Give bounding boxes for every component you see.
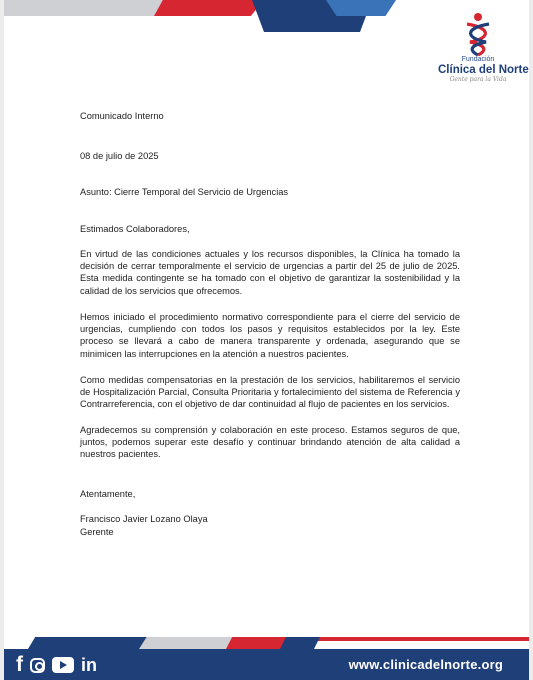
signer-title: Gerente <box>80 527 114 537</box>
logo-foundation-text: Fundación <box>461 56 495 63</box>
letter-date: 08 de julio de 2025 <box>80 151 159 161</box>
clinic-logo <box>438 12 529 102</box>
paragraph-1: En virtud de las condiciones actuales y los recursos disponibles, la Clínica ha tomado la decisión de cerrar temporalmente el servicio de urgencias a partir del 25 de julio de 2025. Esta medida contingente se ha tomado con el objetivo de garantizar la sostenibilidad y la calidad de los servicios que ofrecemos. <box>80 249 460 296</box>
footer-stripe-navy-1 <box>28 637 148 649</box>
paragraph-3: Como medidas compensatorias en la prestación de los servicios, habilitaremos el servicio de Hospitalización Parcial, Consulta Prioritaria y fortalecimiento del sistema de Referencia y Contrarreferencia, con el objetivo de dar continuidad al flujo de pacientes en los servicios. <box>80 375 460 410</box>
social-icons <box>16 653 97 677</box>
top-stripe-red <box>154 0 264 16</box>
footer-stripe-red <box>226 637 288 649</box>
paragraph-2: Hemos iniciado el procedimiento normativo correspondiente para el cierre del servicio de urgencias, cumpliendo con todos los pasos y requisitos establecidos por la ley. Este proceso se llevará a cabo de manera transparente y ordenada, asegurando que se minimicen las interrupciones en la atención a nuestros pacientes. <box>80 312 460 359</box>
website-link[interactable]: www.clinicadelnorte.org <box>348 657 503 672</box>
signer-name: Francisco Javier Lozano Olaya <box>80 514 208 524</box>
letter-subject: Asunto: Cierre Temporal del Servicio de Urgencias <box>80 187 289 197</box>
footer-red-line <box>316 637 529 641</box>
top-stripe-blue <box>326 0 396 16</box>
paragraph-4: Agradecemos su comprensión y colaboración en este proceso. Estamos seguros de que, juntos, podemos superar este desafío y continuar brindando atención de alta calidad a nuestros pacientes. <box>80 425 460 460</box>
linkedin-icon[interactable]: in <box>81 655 97 675</box>
footer-band <box>4 649 529 680</box>
clinic-logo-emblem-icon <box>461 12 495 56</box>
logo-tagline: Gente para la Vida <box>449 76 507 83</box>
footer-stripe-navy-2 <box>280 637 320 649</box>
instagram-icon[interactable] <box>30 658 45 673</box>
footer-stripe-gray <box>139 637 234 649</box>
letter-heading: Comunicado Interno <box>80 111 164 121</box>
facebook-icon[interactable]: f <box>16 653 23 676</box>
letter-page <box>4 0 529 680</box>
logo-clinic-name: Clínica del Norte <box>438 64 529 76</box>
letter-closing: Atentamente, <box>80 489 136 499</box>
youtube-icon[interactable] <box>52 657 74 673</box>
letter-greeting: Estimados Colaboradores, <box>80 224 190 234</box>
